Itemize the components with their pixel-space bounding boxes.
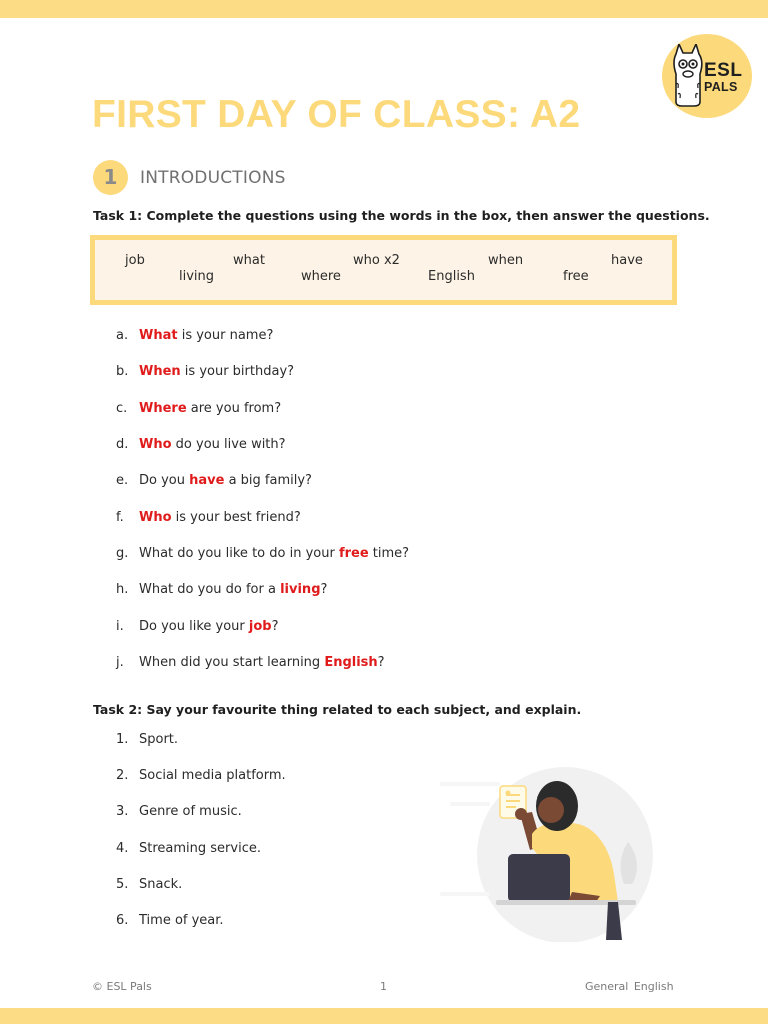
question-item	[116, 582, 327, 597]
section-number-badge: 1	[93, 160, 128, 195]
subject-text: Time of year.	[139, 913, 224, 928]
subject-number: 6.	[116, 913, 129, 928]
question-item	[116, 364, 294, 379]
question-text-before: What do you do for a	[139, 582, 281, 597]
word-box-item: English	[428, 269, 475, 284]
woman-with-laptop-illustration	[440, 762, 670, 942]
question-marker: b.	[116, 364, 129, 379]
question-text-after: is your name?	[177, 328, 274, 343]
footer-copyright: © ESL Pals	[92, 980, 152, 993]
subject-number: 3.	[116, 804, 129, 819]
question-item	[116, 401, 281, 416]
question-text-before: When did you start learning	[139, 655, 325, 670]
question-marker: h.	[116, 582, 129, 597]
question-text-after: do you live with?	[171, 437, 286, 452]
question-item	[116, 546, 409, 561]
question-text-after: ?	[271, 619, 279, 634]
subject-item	[116, 841, 261, 856]
answer-word: Who	[139, 510, 172, 525]
subject-text: Genre of music.	[139, 804, 242, 819]
question-text-after: ?	[377, 655, 385, 670]
answer-word: Where	[139, 401, 187, 416]
subject-text: Snack.	[139, 877, 183, 892]
word-box	[90, 235, 677, 305]
question-item	[116, 655, 385, 670]
question-text-after: is your best friend?	[171, 510, 301, 525]
footer-subject: General English	[585, 980, 674, 993]
word-box-item: who x2	[353, 253, 400, 268]
word-box-item: job	[125, 253, 145, 268]
bottom-accent-bar	[0, 1008, 768, 1024]
question-item	[116, 619, 279, 634]
question-marker: j.	[116, 655, 124, 670]
section-title: INTRODUCTIONS	[140, 168, 286, 188]
word-box-item: living	[179, 269, 215, 284]
subject-item	[116, 732, 178, 747]
subject-number: 2.	[116, 768, 129, 783]
question-marker: c.	[116, 401, 128, 416]
answer-word: English	[324, 655, 378, 670]
word-box-item: what	[233, 253, 265, 268]
logo-esl-text: ESL	[704, 60, 743, 81]
answer-word: When	[139, 364, 181, 379]
subject-item	[116, 913, 224, 928]
question-text-after: a big family?	[224, 473, 312, 488]
question-text-after: ?	[320, 582, 328, 597]
answer-word: Who	[139, 437, 172, 452]
subject-number: 5.	[116, 877, 129, 892]
logo-wordmark	[704, 61, 742, 94]
question-marker: g.	[116, 546, 129, 561]
word-box-item: where	[301, 269, 341, 284]
subject-item	[116, 768, 286, 783]
question-text-before: Do you like your	[139, 619, 249, 634]
question-marker: f.	[116, 510, 124, 525]
esl-pals-logo	[662, 34, 752, 118]
subject-item	[116, 804, 242, 819]
question-text-after: time?	[368, 546, 410, 561]
word-box-item: when	[488, 253, 524, 268]
subject-text: Streaming service.	[139, 841, 261, 856]
question-item	[116, 510, 301, 525]
subject-item	[116, 877, 182, 892]
task-2-instruction: Task 2: Say your favourite thing related to each subject, and explain.	[93, 702, 582, 717]
subject-number: 4.	[116, 841, 129, 856]
question-text-before: Do you	[139, 473, 190, 488]
answer-word: job	[248, 619, 272, 634]
footer-page-number: 1	[380, 980, 387, 993]
question-item	[116, 328, 273, 343]
question-text-before: What do you like to do in your	[139, 546, 339, 561]
logo-pals-text: PALS	[704, 80, 738, 94]
llama-icon	[670, 44, 706, 108]
question-marker: d.	[116, 437, 129, 452]
question-item	[116, 473, 312, 488]
question-marker: e.	[116, 473, 129, 488]
word-box-item: free	[563, 269, 589, 284]
answer-word: have	[189, 473, 225, 488]
question-text-after: is your birthday?	[180, 364, 295, 379]
top-accent-bar	[0, 0, 768, 18]
question-item	[116, 437, 286, 452]
answer-word: What	[139, 328, 178, 343]
answer-word: free	[338, 546, 369, 561]
subject-number: 1.	[116, 732, 129, 747]
page-title: FIRST DAY OF CLASS: A2	[92, 93, 581, 136]
word-box-item: have	[611, 253, 643, 268]
answer-word: living	[280, 582, 321, 597]
question-marker: a.	[116, 328, 129, 343]
question-marker: i.	[116, 619, 124, 634]
task-1-instruction: Task 1: Complete the questions using the words in the box, then answer the questions.	[93, 208, 710, 223]
question-text-after: are you from?	[186, 401, 282, 416]
subject-text: Social media platform.	[139, 768, 286, 783]
subject-text: Sport.	[139, 732, 179, 747]
